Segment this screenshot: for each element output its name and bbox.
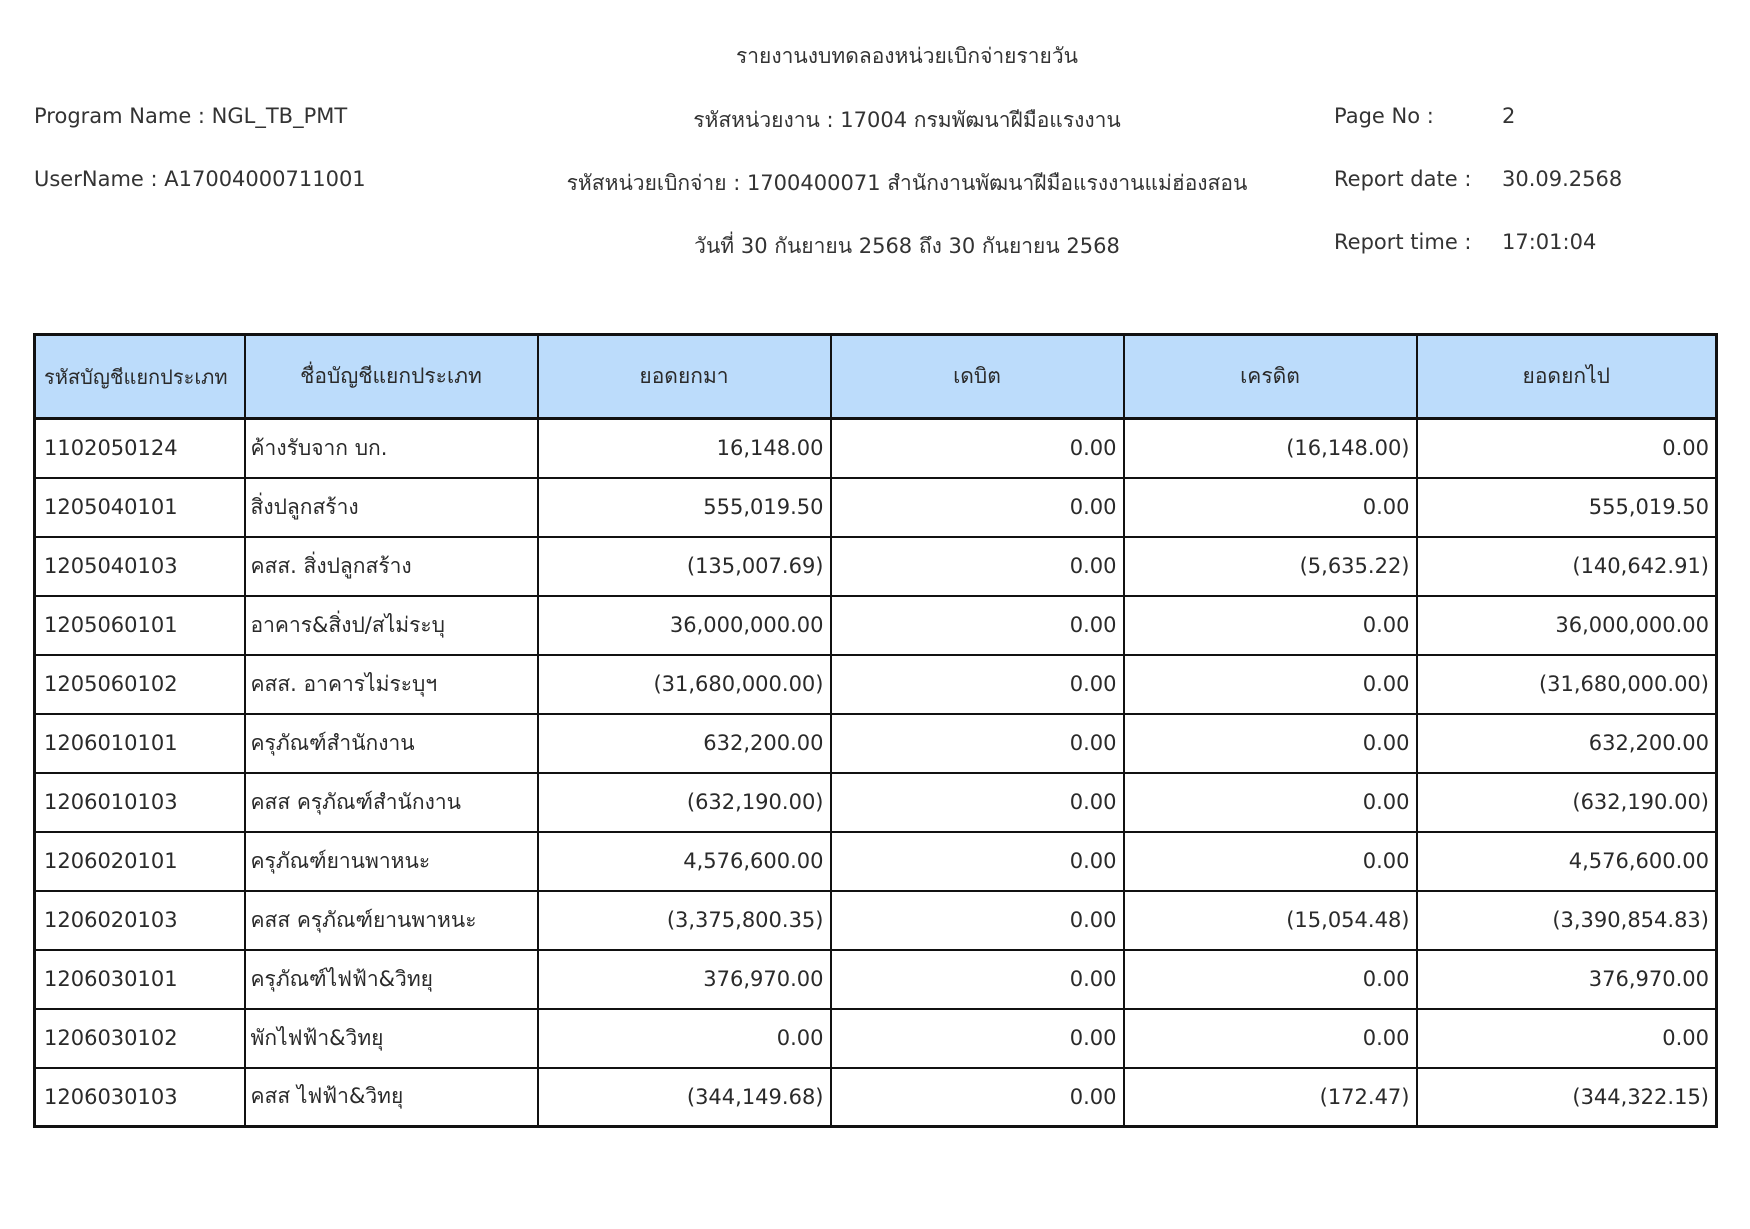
opening-balance-cell: 16,148.00 (538, 419, 831, 478)
account-name-cell: สิ่งปลูกสร้าง (245, 478, 538, 537)
account-code-cell: 1206010103 (35, 773, 245, 832)
opening-balance-cell: (135,007.69) (538, 537, 831, 596)
account-name-cell: คสส ครุภัณฑ์ยานพาหนะ (245, 891, 538, 950)
table-row (35, 596, 1717, 655)
account-code-cell: 1206030101 (35, 950, 245, 1009)
opening-balance-cell: 4,576,600.00 (538, 832, 831, 891)
account-name-cell: คสส ไฟฟ้า&วิทยุ (245, 1068, 538, 1127)
debit-cell: 0.00 (831, 478, 1124, 537)
debit-cell: 0.00 (831, 891, 1124, 950)
debit-cell: 0.00 (831, 537, 1124, 596)
closing-balance-cell: (632,190.00) (1417, 773, 1717, 832)
account-code-cell: 1205040103 (35, 537, 245, 596)
account-code-cell: 1205060102 (35, 655, 245, 714)
col-header-account-code: รหัสบัญชีแยกประเภท (35, 335, 245, 419)
credit-cell: 0.00 (1124, 950, 1417, 1009)
report-time-value: 17:01:04 (1502, 230, 1597, 254)
credit-cell: 0.00 (1124, 478, 1417, 537)
account-code-cell: 1205060101 (35, 596, 245, 655)
trial-balance-table (33, 333, 1718, 1128)
table-row (35, 950, 1717, 1009)
debit-cell: 0.00 (831, 1068, 1124, 1127)
account-code-cell: 1206010101 (35, 714, 245, 773)
account-code-cell: 1206030102 (35, 1009, 245, 1068)
closing-balance-cell: 0.00 (1417, 1009, 1717, 1068)
table-row (35, 1068, 1717, 1127)
opening-balance-cell: 632,200.00 (538, 714, 831, 773)
report-time-label: Report time : (1334, 230, 1472, 254)
credit-cell: 0.00 (1124, 596, 1417, 655)
col-header-debit: เดบิต (831, 335, 1124, 419)
report-period: วันที่ 30 กันยายน 2568 ถึง 30 กันยายน 2568 (694, 234, 1120, 258)
table-header-row (35, 335, 1717, 419)
opening-balance-cell: 376,970.00 (538, 950, 831, 1009)
col-header-closing-balance: ยอดยกไป (1417, 335, 1717, 419)
table-row (35, 891, 1717, 950)
debit-cell: 0.00 (831, 773, 1124, 832)
table-row (35, 773, 1717, 832)
credit-cell: (172.47) (1124, 1068, 1417, 1127)
program-name: Program Name : NGL_TB_PMT (34, 104, 348, 128)
report-date-label: Report date : (1334, 167, 1472, 191)
closing-balance-cell: (140,642.91) (1417, 537, 1717, 596)
table-row (35, 419, 1717, 478)
account-name-cell: ค้างรับจาก บก. (245, 419, 538, 478)
closing-balance-cell: 376,970.00 (1417, 950, 1717, 1009)
disbursing-unit: รหัสหน่วยเบิกจ่าย : 1700400071 สำนักงานพัฒนาฝีมือแรงงานแม่ฮ่องสอน (566, 171, 1248, 195)
page-no-label: Page No : (1334, 104, 1434, 128)
opening-balance-cell: 36,000,000.00 (538, 596, 831, 655)
account-code-cell: 1102050124 (35, 419, 245, 478)
table-row (35, 832, 1717, 891)
credit-cell: (16,148.00) (1124, 419, 1417, 478)
table-row (35, 478, 1717, 537)
credit-cell: (5,635.22) (1124, 537, 1417, 596)
debit-cell: 0.00 (831, 419, 1124, 478)
report-date-value: 30.09.2568 (1502, 167, 1623, 191)
col-header-credit: เครดิต (1124, 335, 1417, 419)
credit-cell: 0.00 (1124, 655, 1417, 714)
opening-balance-cell: 555,019.50 (538, 478, 831, 537)
account-name-cell: คสส ครุภัณฑ์สำนักงาน (245, 773, 538, 832)
account-name-cell: ครุภัณฑ์ไฟฟ้า&วิทยุ (245, 950, 538, 1009)
opening-balance-cell: (632,190.00) (538, 773, 831, 832)
account-name-cell: อาคาร&สิ่งป/สไม่ระบุ (245, 596, 538, 655)
account-name-cell: ครุภัณฑ์สำนักงาน (245, 714, 538, 773)
closing-balance-cell: (344,322.15) (1417, 1068, 1717, 1127)
closing-balance-cell: (31,680,000.00) (1417, 655, 1717, 714)
col-header-account-name: ชื่อบัญชีแยกประเภท (245, 335, 538, 419)
account-name-cell: ครุภัณฑ์ยานพาหนะ (245, 832, 538, 891)
debit-cell: 0.00 (831, 1009, 1124, 1068)
opening-balance-cell: (3,375,800.35) (538, 891, 831, 950)
debit-cell: 0.00 (831, 655, 1124, 714)
closing-balance-cell: 555,019.50 (1417, 478, 1717, 537)
account-name-cell: คสส. อาคารไม่ระบุฯ (245, 655, 538, 714)
table-row (35, 655, 1717, 714)
debit-cell: 0.00 (831, 596, 1124, 655)
user-name: UserName : A17004000711001 (34, 167, 366, 191)
account-code-cell: 1206020101 (35, 832, 245, 891)
credit-cell: 0.00 (1124, 832, 1417, 891)
table-row (35, 537, 1717, 596)
closing-balance-cell: 36,000,000.00 (1417, 596, 1717, 655)
report-title: รายงานงบทดลองหน่วยเบิกจ่ายรายวัน (735, 44, 1079, 68)
account-code-cell: 1205040101 (35, 478, 245, 537)
credit-cell: (15,054.48) (1124, 891, 1417, 950)
table-row (35, 714, 1717, 773)
opening-balance-cell: 0.00 (538, 1009, 831, 1068)
account-code-cell: 1206020103 (35, 891, 245, 950)
credit-cell: 0.00 (1124, 1009, 1417, 1068)
account-name-cell: พักไฟฟ้า&วิทยุ (245, 1009, 538, 1068)
col-header-opening-balance: ยอดยกมา (538, 335, 831, 419)
debit-cell: 0.00 (831, 714, 1124, 773)
closing-balance-cell: 632,200.00 (1417, 714, 1717, 773)
account-code-cell: 1206030103 (35, 1068, 245, 1127)
closing-balance-cell: (3,390,854.83) (1417, 891, 1717, 950)
credit-cell: 0.00 (1124, 714, 1417, 773)
page-no-value: 2 (1502, 104, 1516, 128)
credit-cell: 0.00 (1124, 773, 1417, 832)
agency-code: รหัสหน่วยงาน : 17004 กรมพัฒนาฝีมือแรงงาน (693, 108, 1121, 132)
closing-balance-cell: 4,576,600.00 (1417, 832, 1717, 891)
account-name-cell: คสส. สิ่งปลูกสร้าง (245, 537, 538, 596)
debit-cell: 0.00 (831, 832, 1124, 891)
debit-cell: 0.00 (831, 950, 1124, 1009)
opening-balance-cell: (344,149.68) (538, 1068, 831, 1127)
closing-balance-cell: 0.00 (1417, 419, 1717, 478)
table-row (35, 1009, 1717, 1068)
opening-balance-cell: (31,680,000.00) (538, 655, 831, 714)
